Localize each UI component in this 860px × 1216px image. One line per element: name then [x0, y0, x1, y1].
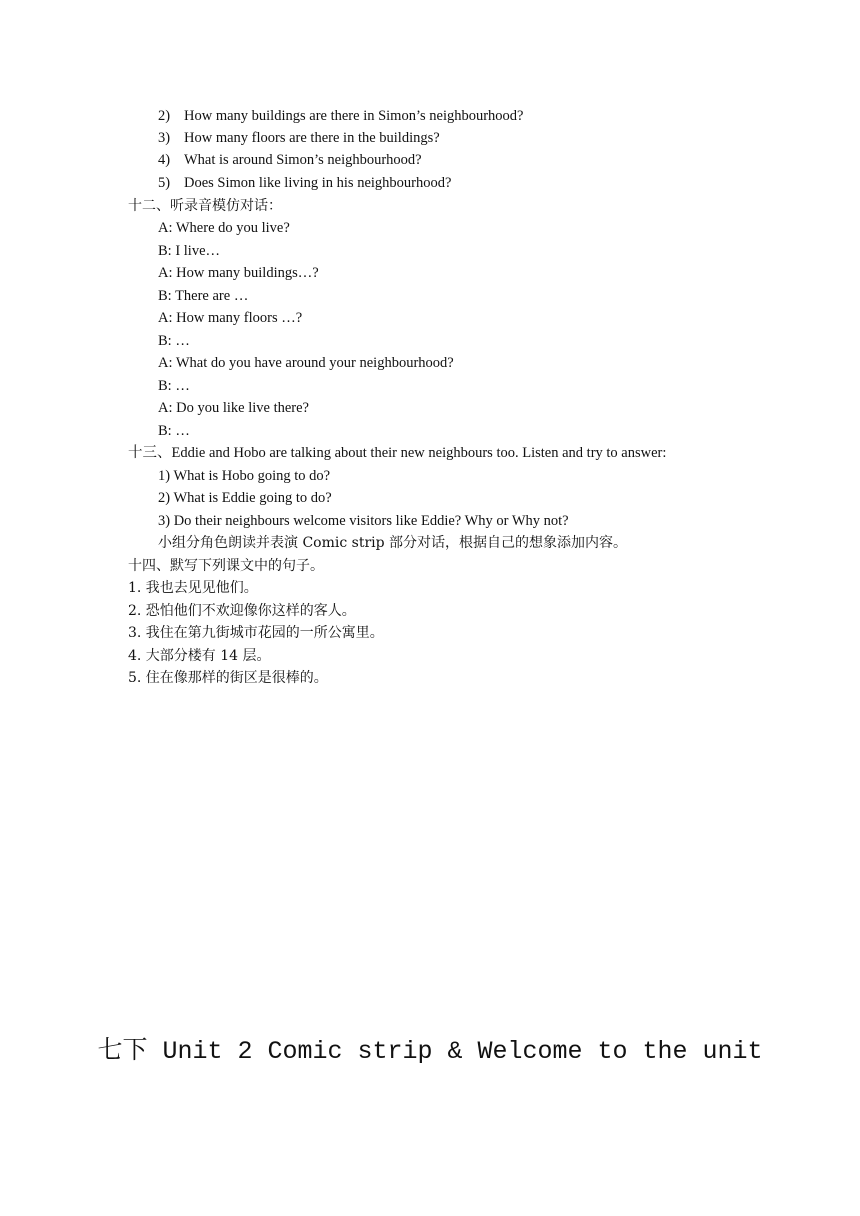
section-13-question: 2) What is Eddie going to do?: [158, 490, 332, 506]
dictation-item: 1. 我也去见见他们。: [128, 580, 258, 596]
dialogue-line: B: I live…: [158, 243, 221, 259]
section-13-question: 1) What is Hobo going to do?: [158, 468, 331, 484]
dialogue-line: B: …: [158, 423, 190, 439]
dialogue-line: A: How many floors …?: [158, 310, 303, 326]
dictation-item: 2. 恐怕他们不欢迎像你这样的客人。: [128, 603, 356, 619]
dialogue-line: B: …: [158, 378, 190, 394]
section-14-heading: 十四、默写下列课文中的句子。: [128, 558, 324, 574]
dictation-item: 4. 大部分楼有 14 层。: [128, 648, 271, 664]
section-12-heading: 十二、听录音模仿对话：: [128, 198, 282, 214]
unit-title: 七下 Unit 2 Comic strip & Welcome to the unit: [97, 1037, 763, 1066]
question-item: 3) How many floors are there in the buildings?: [158, 130, 440, 146]
dialogue-line: A: What do you have around your neighbourhood?: [158, 355, 454, 371]
dialogue-line: A: How many buildings…?: [158, 265, 319, 281]
question-item: 5) Does Simon like living in his neighbourhood?: [158, 175, 452, 191]
section-13-question: 3) Do their neighbours welcome visitors like Eddie? Why or Why not?: [158, 513, 569, 529]
dialogue-line: B: …: [158, 333, 190, 349]
question-item: 2) How many buildings are there in Simon’s neighbourhood?: [158, 108, 524, 124]
dialogue-line: B: There are …: [158, 288, 249, 304]
question-item: 4) What is around Simon’s neighbourhood?: [158, 152, 422, 168]
section-13-note: 小组分角色朗读并表演 Comic strip 部分对话，根据自己的想象添加内容。: [158, 535, 628, 551]
dictation-item: 5. 住在像那样的街区是很棒的。: [128, 670, 328, 686]
section-13-heading: 十三、Eddie and Hobo are talking about their new neighbours too. Listen and try to answer:: [128, 445, 667, 461]
dictation-item: 3. 我住在第九街城市花园的一所公寓里。: [128, 625, 384, 641]
dialogue-line: A: Where do you live?: [158, 220, 290, 236]
dialogue-line: A: Do you like live there?: [158, 400, 309, 416]
